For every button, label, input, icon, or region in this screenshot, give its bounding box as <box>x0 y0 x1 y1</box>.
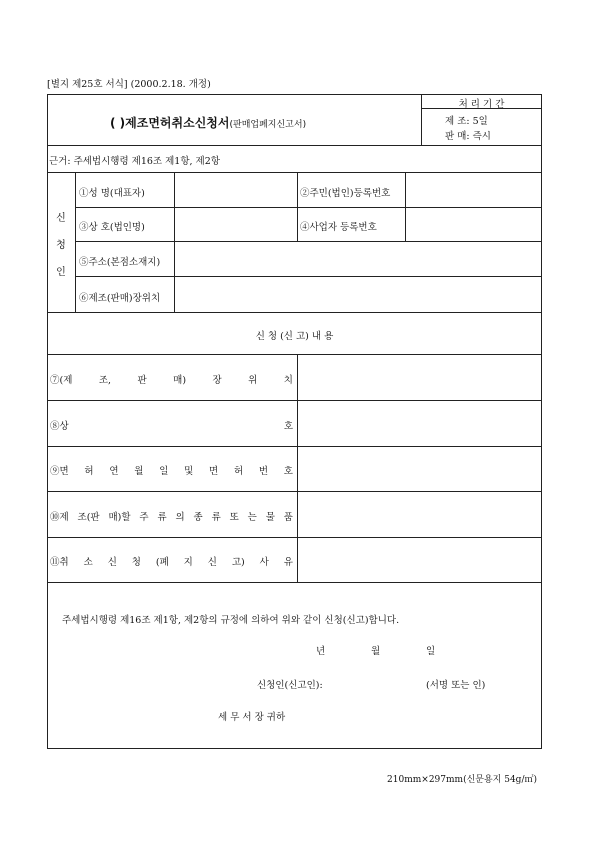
reason-value-field[interactable] <box>299 539 540 580</box>
item-license-date-no: ⑨면 허 연 월 일 및 면 허 번 호 <box>50 466 293 477</box>
date-month-label: 월 <box>371 646 381 657</box>
applicant-sign-label: 신청인(신고인): <box>257 680 323 691</box>
title-main: 제조면허취소신청서 <box>125 116 230 130</box>
legal-basis: 근거: 주세법시행령 제16조 제1항, 제2항 <box>49 156 220 167</box>
resident-no-field[interactable] <box>407 174 540 205</box>
item-trade-name: ⑧상 호 <box>50 421 293 432</box>
address-field[interactable] <box>176 243 540 274</box>
form-title <box>110 114 306 131</box>
license-value-field[interactable] <box>299 448 540 489</box>
title-sub: (판매업폐지신고서) <box>229 120 307 130</box>
title-paren: ( ) <box>110 116 126 130</box>
processing-label: 처 리 기 간 <box>458 99 505 110</box>
applicant-side-label: 신 청 인 <box>56 213 66 278</box>
content-header: 신 청 (신 고) 내 용 <box>255 331 334 342</box>
item-site: ⑦(제 조, 판 매) 장 위 치 <box>50 375 293 386</box>
resident-no-label: ②주민(법인)등록번호 <box>300 188 391 199</box>
paper-spec: 210mm×297mm(신문용지 54g/㎡) <box>387 775 537 785</box>
processing-mfg: 제 조: 5일 <box>445 116 488 127</box>
business-no-field[interactable] <box>407 209 540 239</box>
name-label: ①성 명(대표자) <box>79 188 145 199</box>
trade-name-label: ③상 호(법인명) <box>79 222 145 233</box>
statement-text: 주세법시행령 제16조 제1항, 제2항의 규정에 의하여 위와 같이 신청(신고)합니다. <box>62 615 400 626</box>
item-reason: ⑪취 소 신 청 (폐 지 신 고) 사 유 <box>50 557 293 568</box>
date-day-label: 일 <box>426 646 436 657</box>
business-no-label: ④사업자 등록번호 <box>300 222 377 233</box>
addressee: 세 무 서 장 귀하 <box>218 712 286 723</box>
site-value-field[interactable] <box>299 356 540 398</box>
sign-note: (서명 또는 인) <box>426 680 486 691</box>
site-field[interactable] <box>176 278 540 310</box>
trade-name-field[interactable] <box>176 209 295 239</box>
processing-sale: 판 매: 즉시 <box>445 131 491 142</box>
name-field[interactable] <box>176 174 295 205</box>
site-label: ⑥제조(판매)장위치 <box>79 293 161 304</box>
address-label: ⑤주소(본점소재지) <box>79 257 161 268</box>
form-header: [별지 제25호 서식] (2000.2.18. 개정) <box>47 79 211 90</box>
item-liquor-type: ⑩제 조(판 매)할 주 류 의 종 류 또 는 물 품 <box>50 512 293 523</box>
trade-name-value-field[interactable] <box>299 402 540 444</box>
date-year-label: 년 <box>316 646 326 657</box>
liquor-type-value-field[interactable] <box>299 493 540 535</box>
